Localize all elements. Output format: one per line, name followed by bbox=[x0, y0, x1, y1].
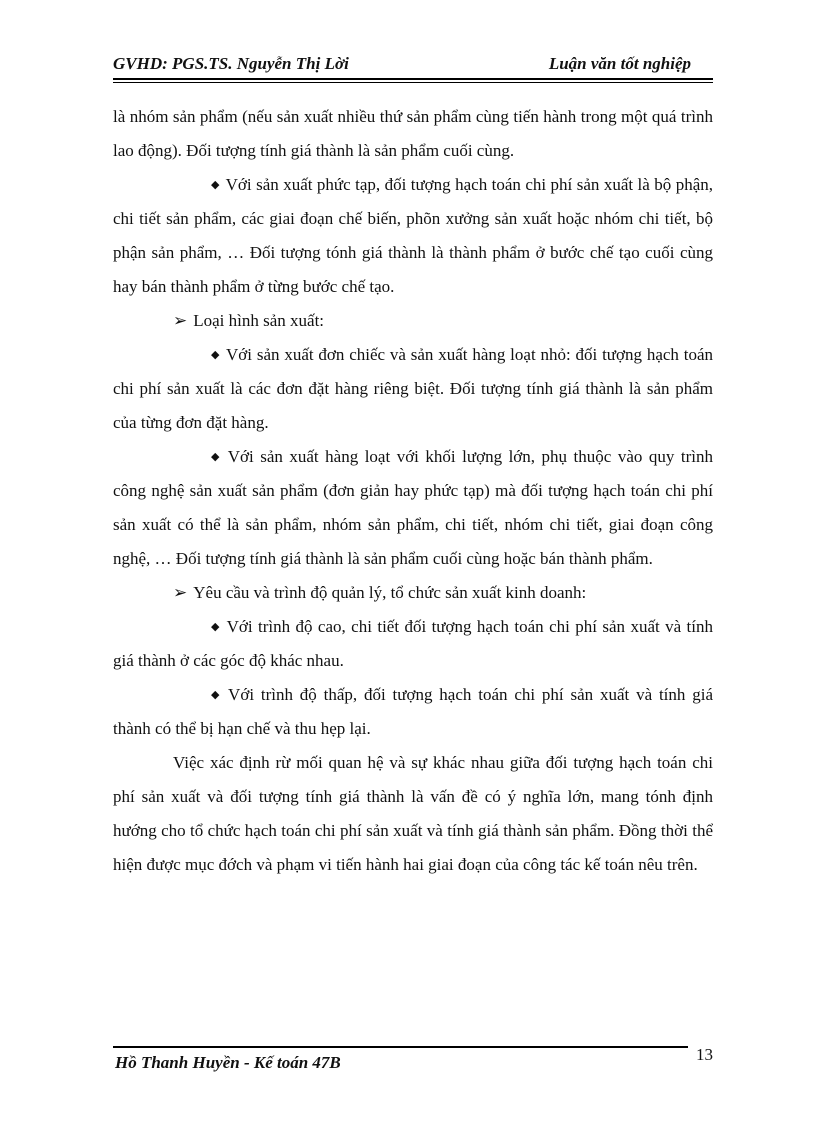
arrow-bullet-icon: ➢ bbox=[173, 583, 188, 602]
header-advisor: GVHD: PGS.TS. Nguyễn Thị Lời bbox=[113, 54, 349, 73]
diamond-bullet-icon: ◆ bbox=[211, 689, 223, 701]
page-footer bbox=[113, 1043, 713, 1083]
page-header bbox=[113, 50, 713, 80]
heading-2 bbox=[113, 576, 713, 610]
diamond-bullet-icon: ◆ bbox=[211, 349, 221, 361]
paragraph-4 bbox=[113, 440, 713, 576]
diamond-bullet-icon: ◆ bbox=[211, 451, 222, 463]
diamond-bullet-icon: ◆ bbox=[211, 179, 220, 191]
page-number: 13 bbox=[696, 1045, 713, 1064]
footer-author: Hồ Thanh Huyền - Kế toán 47B bbox=[115, 1053, 341, 1072]
paragraph-6 bbox=[113, 678, 713, 746]
paragraph-6-text: Với trình độ thấp, đối tượng hạch toán chi phí sản xuất và tính giá thành có thể bị hạn chế và thu hẹp lại. bbox=[113, 685, 713, 738]
page-body bbox=[113, 100, 713, 882]
paragraph-2-text: Với sản xuất phức tạp, đối tượng hạch toán chi phí sản xuất là bộ phận, chi tiết sản phẩm, các giai đoạn chế biến, phõn xưởng sản xuất hoặc nhóm chi tiết, bộ phận sản phẩm, … Đối tượng tónh giá thành là thành phẩm ở bước chế tạo cuối cùng hay bán thành phẩm ở từng bước chế tạo. bbox=[113, 175, 713, 296]
paragraph-7: Việc xác định rừ mối quan hệ và sự khác nhau giữa đối tượng hạch toán chi phí sản xuất và đối tượng tính giá thành là vấn đề có ý nghĩa lớn, mang tónh định hướng cho tổ chức hạch toán chi phí sản xuất và tính giá thành sản phẩm. Đồng thời thể hiện được mục đớch và phạm vi tiến hành hai giai đoạn của công tác kế toán nêu trên. bbox=[113, 753, 713, 874]
header-divider bbox=[113, 82, 713, 83]
paragraph-5-text: Với trình độ cao, chi tiết đối tượng hạch toán chi phí sản xuất và tính giá thành ở các góc độ khác nhau. bbox=[113, 617, 714, 670]
header-doc-type: Luận văn tốt nghiệp bbox=[548, 54, 691, 73]
paragraph-2 bbox=[113, 168, 713, 304]
heading-1-text: Loại hình sản xuất: bbox=[193, 311, 325, 330]
heading-2-text: Yêu cầu và trình độ quản lý, tổ chức sản xuất kinh doanh: bbox=[193, 583, 587, 602]
arrow-bullet-icon: ➢ bbox=[173, 311, 188, 330]
paragraph-4-text: Với sản xuất hàng loạt với khối lượng lớn, phụ thuộc vào quy trình công nghệ sản xuất sản phẩm (đơn giản hay phức tạp) mà đối tượng hạch toán chi phí sản xuất có thể là sản phẩm, nhóm sản phẩm, chi tiết, nhóm chi tiết, giai đoạn công nghệ, … Đối tượng tính giá thành là sản phẩm cuối cùng hoặc bán thành phẩm. bbox=[113, 447, 713, 568]
heading-1 bbox=[113, 304, 713, 338]
paragraph-3-text: Với sản xuất đơn chiếc và sản xuất hàng loạt nhỏ: đối tượng hạch toán chi phí sản xuất là các đơn đặt hàng riêng biệt. Đối tượng tính giá thành là sản phẩm của từng đơn đặt hàng. bbox=[113, 345, 713, 432]
footer-divider bbox=[113, 1046, 688, 1048]
diamond-bullet-icon: ◆ bbox=[211, 621, 221, 633]
paragraph-3 bbox=[113, 338, 713, 440]
paragraph-5 bbox=[113, 610, 713, 678]
paragraph-1: là nhóm sản phẩm (nếu sản xuất nhiều thứ sản phẩm cùng tiến hành trong một quá trình lao động). Đối tượng tính giá thành là sản phẩm cuối cùng. bbox=[113, 107, 713, 160]
